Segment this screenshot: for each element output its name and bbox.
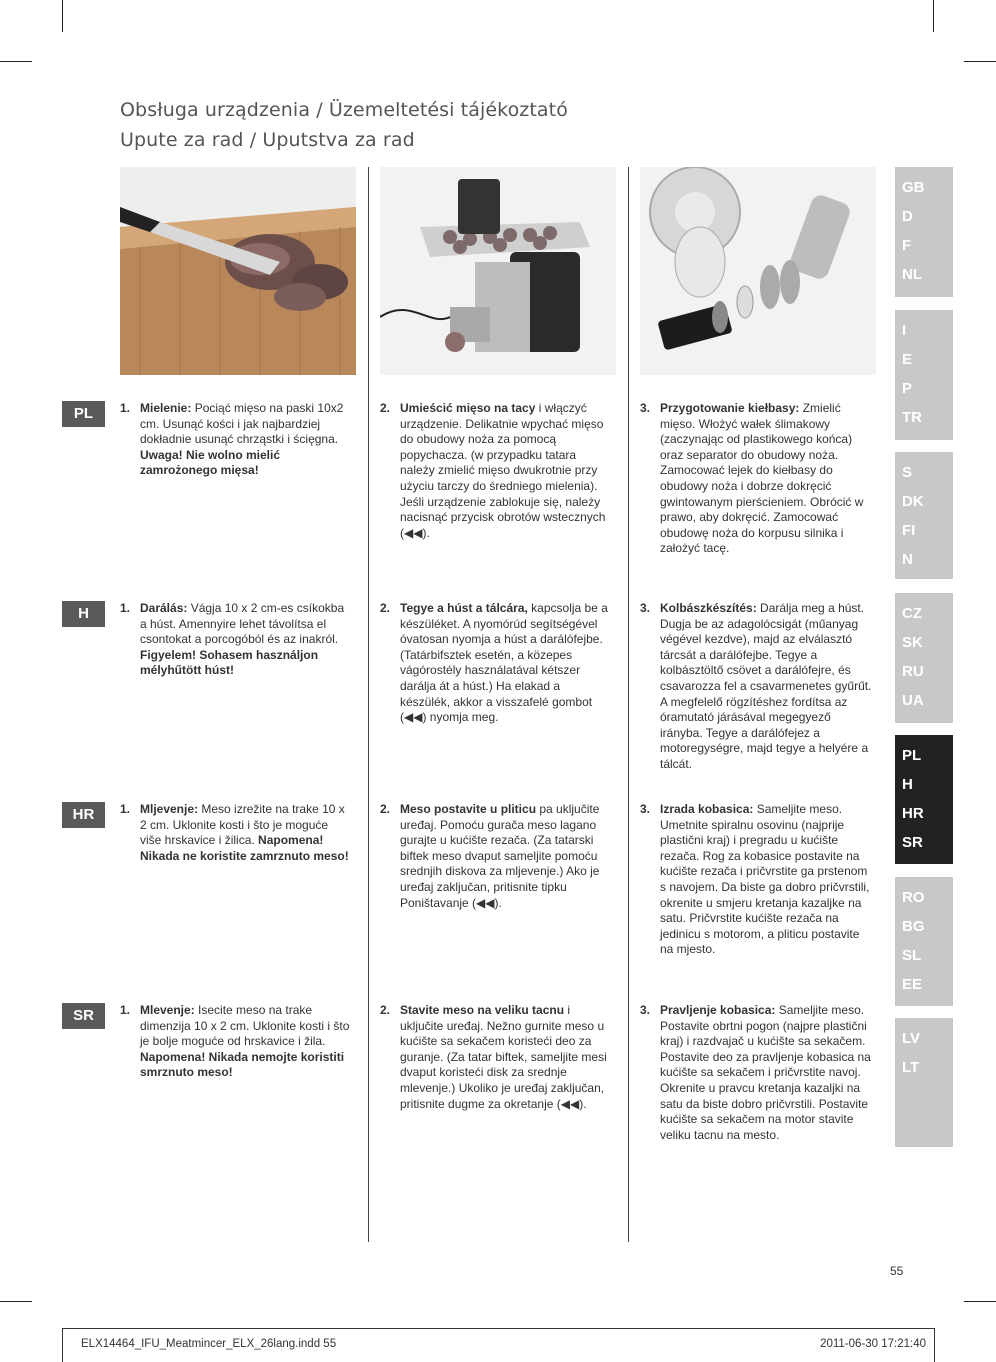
step-number: 3. [640,1003,651,1017]
step-heading: Izrada kobasica: [660,802,754,816]
step-body: Sameljite meso. Umetnite spiralnu osovinu (najprije plastični kraj) i pregradu u kućište rezača. Rog za kobasice postavite na kućište rezača i pričvrstite ga prstenom s navojem. Da biste ga dobro pričvrstili, okrenite u smjeru kretanja kazaljke na satu. Pričvrstite kućište rezača na jedinicu s motorom, a pliticu postavite na mjesto. [660,802,870,957]
step-heading: Mielenie: [140,401,192,415]
language-code[interactable]: I [902,322,907,339]
step-warning: Uwaga! Nie wolno mielić zamrożonego mięsa! [140,447,281,478]
step-text [660,802,876,958]
language-badge: SR [62,1003,105,1029]
instruction-step [380,1003,612,1112]
step-text [660,1003,876,1143]
instruction-step [640,601,876,773]
print-footer [62,1328,935,1362]
step-number: 1. [120,1003,131,1017]
language-code[interactable]: PL [902,747,922,764]
step-heading: Tegye a húst a tálcára, [400,601,528,615]
language-code[interactable]: H [902,776,913,793]
page-number: 55 [890,1264,904,1278]
language-code[interactable]: SR [902,834,923,851]
language-code[interactable]: GB [902,179,925,196]
step-number: 3. [640,601,651,615]
language-badge: H [62,601,105,627]
step-number: 1. [120,401,131,415]
crop-mark [62,0,63,32]
photo-meat-mincer [380,167,616,375]
step-heading: Pravljenje kobasica: [660,1003,776,1017]
language-code[interactable]: RO [902,889,925,906]
step-text [400,802,612,911]
step-heading: Darálás: [140,601,188,615]
step-text [140,1003,352,1081]
language-code[interactable]: LT [902,1059,920,1076]
language-group[interactable] [895,310,953,440]
instruction-step [380,401,612,541]
language-code[interactable]: EE [902,976,923,993]
step-body: Zmielić mięso. Włożyć wałek ślimakowy (zaczynając od plastikowego końca) oraz separator do obudowy noża. Zamocować lejek do kiełbasy do obudowy noża i dobrze dokręcić gwintowanym pierścieniem. Obrócić w prawo, aby dokręcić. Zamocować obudowę noża do korpusu silnika i założyć tacę. [660,401,864,556]
instruction-step [380,802,612,911]
step-warning: Napomena! Nikada nemojte koristiti smrznuto meso! [140,1049,345,1080]
step-text [140,401,352,479]
step-heading: Mlevenje: [140,1003,195,1017]
language-code[interactable]: LV [902,1030,921,1047]
step-body: Pociąć mięso na paski 10x2 cm. Usunąć kości i jak najbardziej dokładnie usunąć chrząstki i ścięgna. [140,401,344,447]
page-title-line2: Upute za rad / Uputstva za rad [120,129,415,151]
language-code[interactable]: SL [902,947,922,964]
step-body: i włączyć urządzenie. Delikatnie wpychać mięso do obudowy noża za pomocą popychacza. (w przypadku tatara należy zmielić mięso dwukrotnie przy użyciu tarczy do średniego mielenia). Jeśli urządzenie zablokuje się, należy nacisnąć przycisk obrotów wstecznych (◀◀). [400,401,606,540]
instruction-step [120,1003,352,1081]
language-group-active[interactable] [895,735,953,864]
language-code[interactable]: DK [902,493,924,510]
language-group[interactable] [895,877,953,1006]
language-code[interactable]: CZ [902,605,922,622]
step-number: 2. [380,802,391,816]
language-code[interactable]: TR [902,409,922,426]
language-code[interactable]: NL [902,266,922,283]
step-warning: Figyelem! Sohasem használjon mélyhűtött húst! [140,647,319,678]
instruction-step [640,401,876,557]
step-text [400,401,612,541]
language-code[interactable]: UA [902,692,924,709]
crop-mark [933,0,934,32]
step-heading: Mljevenje: [140,802,199,816]
step-number: 3. [640,802,651,816]
step-body: Darálja meg a húst. Dugja be az adagolócsigát (műanyag végével kezdve), majd az elválasztó tárcsát a darálófejbe. Tegye a kolbásztöltő csövet a darálófejre, és csavarozza fel a csavarmenetes gyűrűt. A megfelelő rögzítéshez fordítsa az óramutató járásával megegyező irányba. Tegye a darálófejez a motoregységre, majd tegye a helyére a tálcát. [660,601,872,771]
language-code[interactable]: D [902,208,913,225]
step-heading: Kolbászkészítés: [660,601,757,615]
language-code[interactable]: RU [902,663,924,680]
instruction-step [120,601,352,679]
instruction-step [120,401,352,479]
language-code[interactable]: HR [902,805,924,822]
column-divider [368,167,369,1242]
language-code[interactable]: BG [902,918,925,935]
instruction-step [120,802,352,864]
step-heading: Przygotowanie kiełbasy: [660,401,800,415]
step-number: 1. [120,601,131,615]
language-code[interactable]: P [902,380,913,397]
step-heading: Meso postavite u pliticu [400,802,537,816]
step-text [660,601,876,773]
step-number: 2. [380,1003,391,1017]
instruction-step [380,601,612,726]
step-body: Vágja 10 x 2 cm-es csíkokba a húst. Amennyire lehet távolítsa el csontokat a porcogóból és az inakról. [140,601,345,647]
photo-sausage-attachment [640,167,876,375]
step-body: i uključite uređaj. Nežno gurnite meso u kućište sa sekačem koristeći deo za guranje. (Za tatar biftek, sameljite mesi dvaput koristeći disk za srednje mlevenje.) Ukoliko je uređaj zaključan, pritisnite dugme za okretanje (◀◀). [400,1003,607,1111]
step-text [660,401,876,557]
step-body: kapcsolja be a készüléket. A nyomórúd segítségével óvatosan nyomja a húst a darálófejbe. (Tatárbifsztek esetén, a közepes vágórostély használatával kétszer darálja át a húst.) Ha elakad a készülék, akkor a visszafelé gombot (◀◀) nyomja meg. [400,601,608,725]
instruction-step [640,1003,876,1143]
language-code[interactable]: FI [902,522,916,539]
language-code[interactable]: S [902,464,913,481]
footer-timestamp: 2011-06-30 17:21:40 [820,1338,926,1350]
photo-cutting-meat [120,167,356,375]
crop-mark [0,1301,32,1302]
page-title-line1: Obsługa urządzenia / Üzemeltetési tájékoztató [120,99,568,121]
language-code[interactable]: F [902,237,912,254]
language-code[interactable]: E [902,351,913,368]
step-body: Sameljite meso. Postavite obrtni pogon (najpre plastični kraj) i razdvajač u kućište sa sekačem. Postavite deo za pravljenje kobasica na kućište sa sekačem i pričvrstite navoj. Okrenite u pravcu kretanja kazaljki na satu da biste dobro pričvrstili. Postavite kućište sa sekačem na motor stavite veliku tacnu na mesto. [660,1003,871,1142]
language-group[interactable] [895,1018,953,1147]
step-number: 3. [640,401,651,415]
instruction-step [640,802,876,958]
step-heading: Umieścić mięso na tacy [400,401,536,415]
step-text [140,802,352,864]
language-badge: HR [62,802,105,828]
step-body: pa uključite uređaj. Pomoću gurača meso lagano gurajte u kućište rezača. (Za tatarski biftek meso dvaput sameljite pomoću srednjih diskova za mljevenje.) Ako je uređaj zaključan, pritisnite tipku Poništavanje (◀◀). [400,802,600,910]
step-warning: Napomena! Nikada ne koristite zamrznuto meso! [140,833,349,863]
crop-mark [0,61,32,62]
step-text [400,1003,612,1112]
language-group[interactable] [895,593,953,723]
language-code[interactable]: SK [902,634,923,651]
step-number: 2. [380,601,391,615]
step-number: 2. [380,401,391,415]
step-text [400,601,612,726]
column-divider [628,167,629,1242]
step-body: Meso izrežite na trake 10 x 2 cm. Uklonite kosti i što je moguće više hrskavice i žilica. [140,802,345,848]
language-badge: PL [62,401,105,427]
crop-mark [964,1301,996,1302]
language-code[interactable]: N [902,551,913,568]
language-group[interactable] [895,167,953,297]
step-heading: Stavite meso na veliku tacnu [400,1003,565,1017]
footer-filename: ELX14464_IFU_Meatmincer_ELX_26lang.indd 55 [81,1338,337,1350]
step-text [140,601,352,679]
language-group[interactable] [895,452,953,579]
step-body: Isecite meso na trake dimenzija 10 x 2 cm. Uklonite kosti i što je bolje moguće od hrskavice i žila. [140,1003,350,1049]
crop-mark [964,61,996,62]
step-number: 1. [120,802,131,816]
